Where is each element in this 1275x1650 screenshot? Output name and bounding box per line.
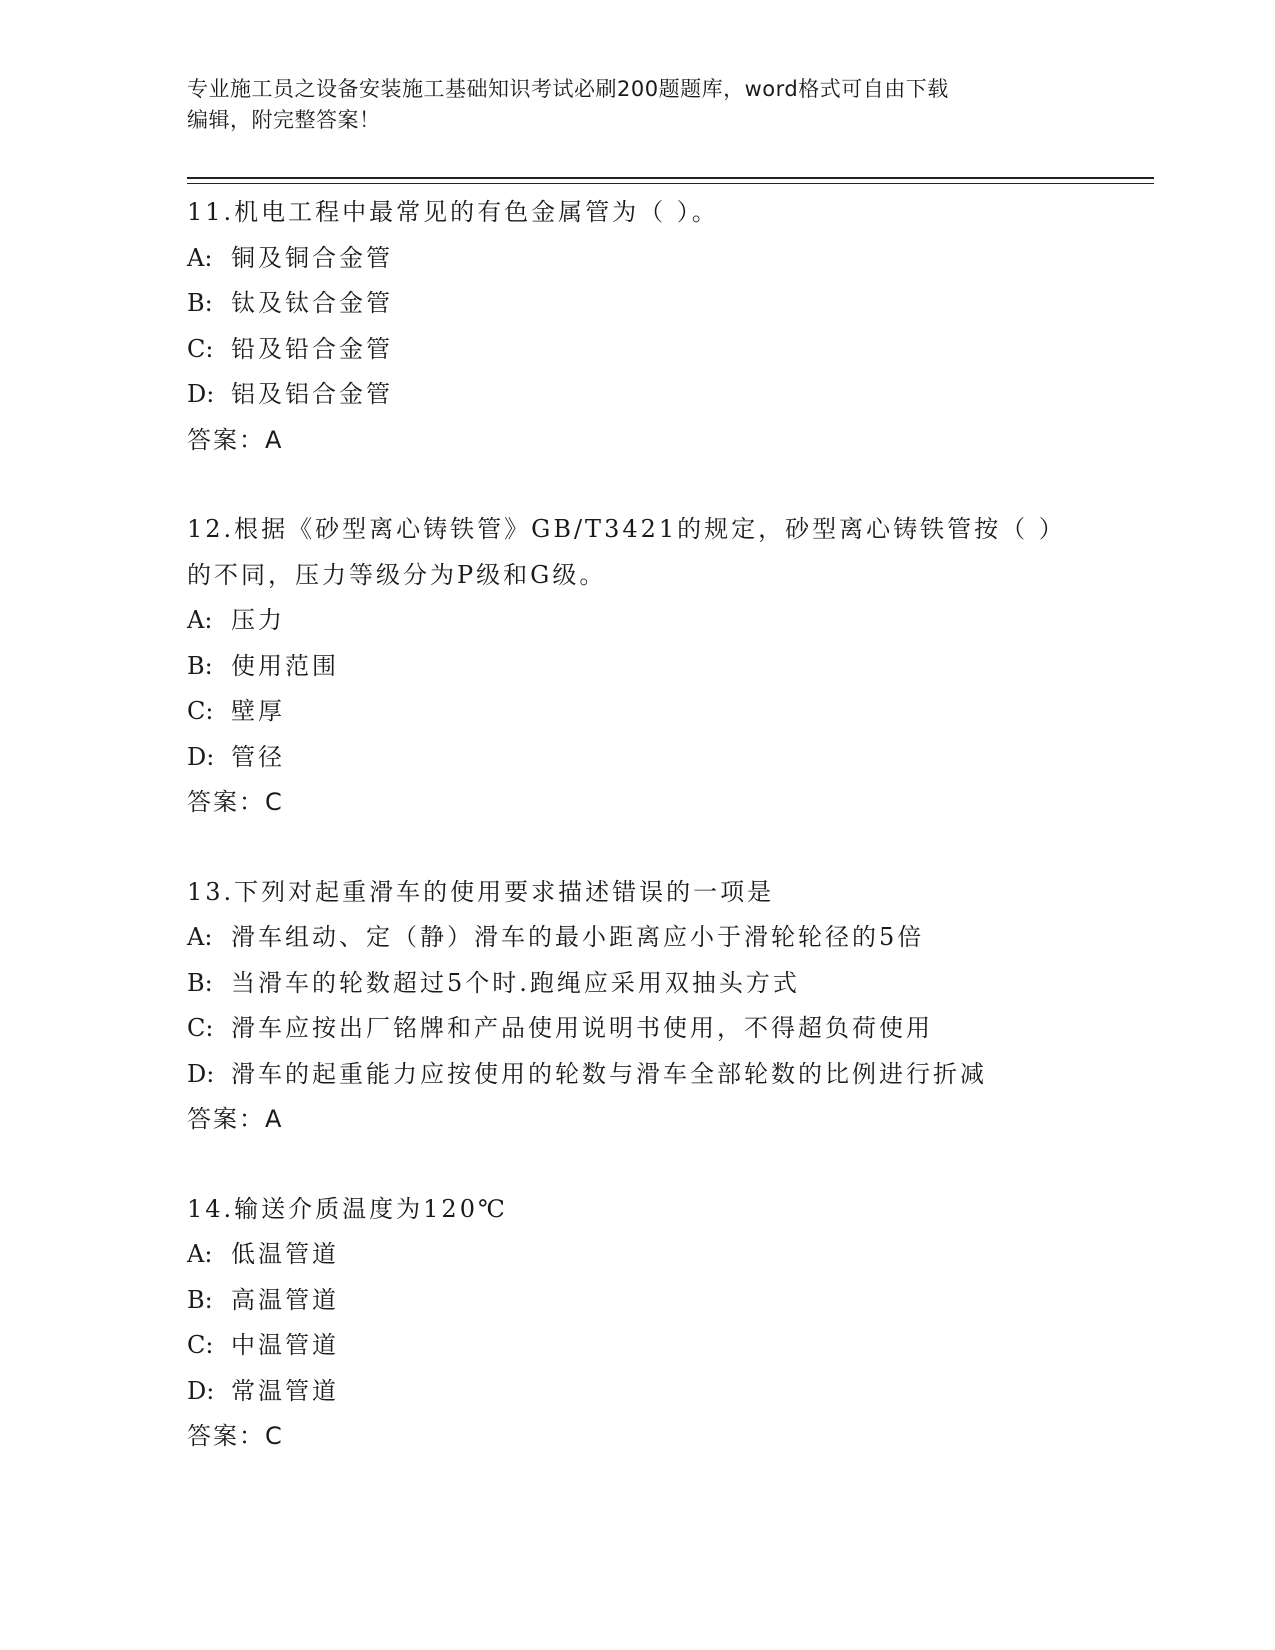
- option-c: [187, 1323, 1087, 1369]
- question-stem: 11.机电工程中最常见的有色金属管为（ ）。: [187, 198, 719, 226]
- option-letter: D:: [187, 380, 215, 408]
- option-letter: A:: [187, 243, 213, 272]
- option-text: 当滑车的轮数超过5个时.跑绳应采用双抽头方式: [231, 968, 800, 997]
- option-letter: D:: [187, 1376, 215, 1405]
- option-d: [187, 1052, 1087, 1098]
- header-divider-thick: [187, 177, 1154, 179]
- option-letter: C:: [187, 1331, 214, 1359]
- question-stem: 13.下列对起重滑车的使用要求描述错误的一项是: [187, 877, 775, 906]
- header-line-2: 编辑，附完整答案！: [187, 108, 381, 132]
- option-d: [187, 735, 1087, 781]
- option-d: [187, 372, 1087, 418]
- option-c: [187, 689, 1087, 735]
- option-b: [187, 281, 1087, 327]
- question-list: [187, 190, 1087, 1504]
- option-text: 铝及铝合金管: [231, 380, 393, 408]
- option-letter: C:: [187, 1014, 214, 1042]
- option-letter: A:: [187, 923, 213, 951]
- option-text: 壁厚: [231, 697, 285, 725]
- header-line-1: 专业施工员之设备安装施工基础知识考试必刷200题题库，word格式可自由下载: [187, 77, 949, 101]
- option-letter: D:: [187, 742, 215, 771]
- option-a: [187, 236, 1087, 282]
- option-text: 滑车应按出厂铭牌和产品使用说明书使用，不得超负荷使用: [231, 1014, 933, 1042]
- option-text: 铜及铜合金管: [231, 243, 393, 272]
- question-stem: 12.根据《砂型离心铸铁管》GB/T3421的规定，砂型离心铸铁管按（ ）的不同，压力等级分为P级和G级。: [187, 515, 1066, 589]
- option-letter: D:: [187, 1059, 215, 1088]
- question-stem: 14.输送介质温度为120℃: [187, 1194, 508, 1223]
- option-c: [187, 327, 1087, 373]
- option-d: [187, 1369, 1087, 1415]
- option-b: [187, 1278, 1087, 1324]
- option-text: 中温管道: [231, 1331, 339, 1359]
- question-11: [187, 190, 1087, 463]
- option-text: 铅及铅合金管: [231, 334, 393, 363]
- option-text: 钛及钛合金管: [231, 289, 393, 317]
- answer-line: 答案：A: [187, 425, 284, 454]
- header-divider-thin: [187, 183, 1154, 184]
- option-c: [187, 1006, 1087, 1052]
- option-b: [187, 644, 1087, 690]
- document-header: [187, 74, 1067, 136]
- option-text: 低温管道: [231, 1240, 339, 1268]
- answer-line: 答案：C: [187, 788, 284, 816]
- option-letter: C:: [187, 697, 214, 725]
- option-letter: A:: [187, 606, 213, 634]
- option-letter: C:: [187, 334, 214, 363]
- option-text: 滑车组动、定（静）滑车的最小距离应小于滑轮轮径的5倍: [231, 923, 925, 951]
- question-13: [187, 870, 1087, 1143]
- option-a: [187, 915, 1087, 961]
- option-a: [187, 598, 1087, 644]
- answer-line: 答案：C: [187, 1422, 284, 1450]
- option-letter: B:: [187, 651, 213, 680]
- option-text: 管径: [231, 742, 285, 771]
- question-14: [187, 1187, 1087, 1460]
- option-text: 压力: [231, 606, 285, 634]
- option-text: 滑车的起重能力应按使用的轮数与滑车全部轮数的比例进行折减: [231, 1059, 987, 1088]
- option-letter: B:: [187, 968, 213, 997]
- option-letter: B:: [187, 289, 213, 317]
- answer-line: 答案：A: [187, 1105, 284, 1133]
- option-text: 常温管道: [231, 1376, 339, 1405]
- option-letter: A:: [187, 1240, 213, 1268]
- option-letter: B:: [187, 1285, 213, 1314]
- option-b: [187, 961, 1087, 1007]
- option-a: [187, 1232, 1087, 1278]
- option-text: 高温管道: [231, 1285, 339, 1314]
- option-text: 使用范围: [231, 651, 339, 680]
- question-12: [187, 507, 1087, 826]
